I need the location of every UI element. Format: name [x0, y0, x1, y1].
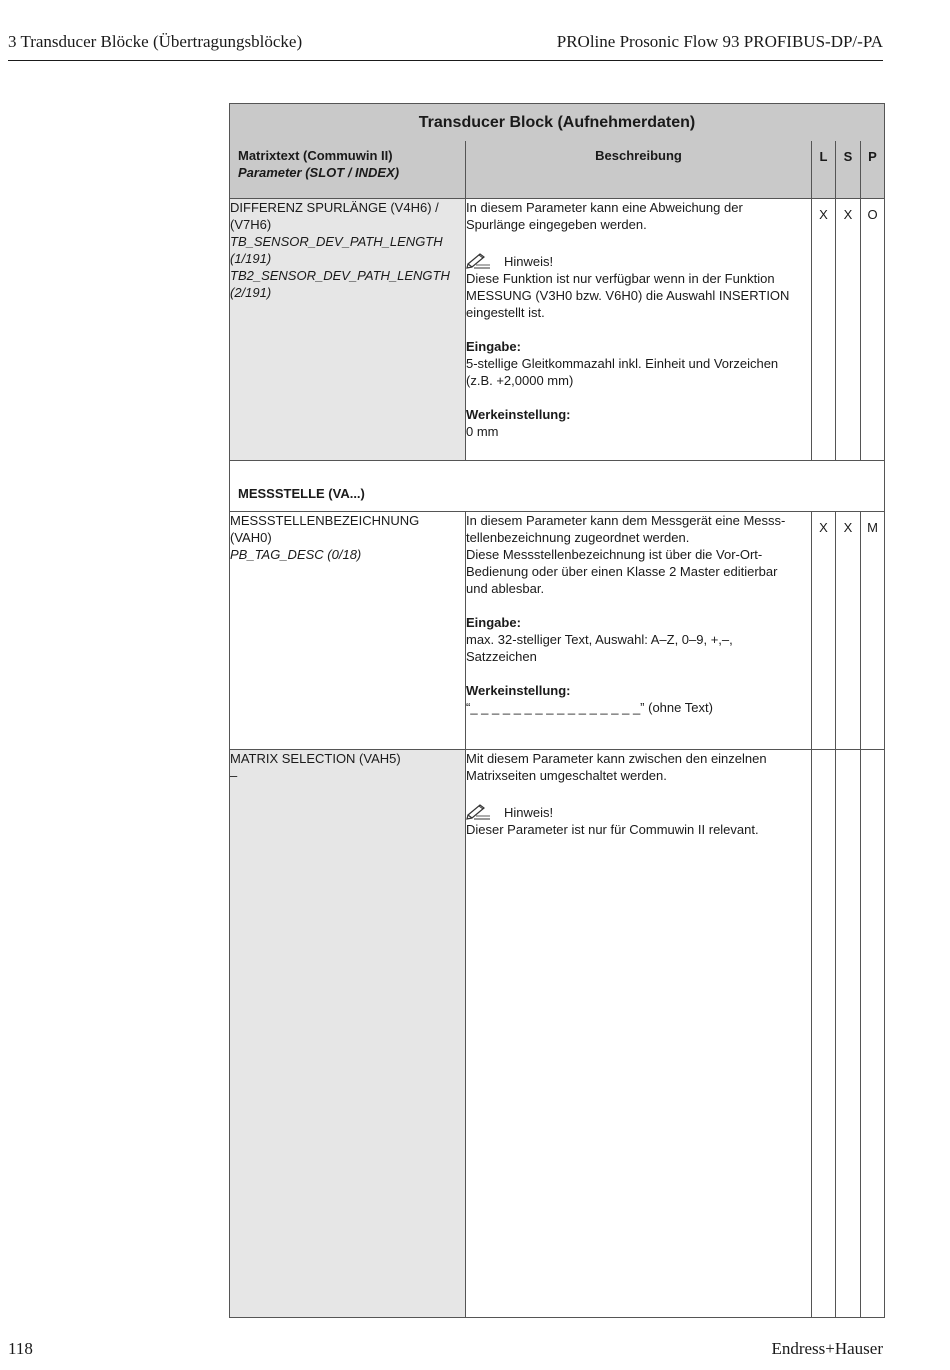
default-label: Werkeinstellung:	[466, 407, 571, 422]
hint-label: Hinweis!	[504, 805, 554, 820]
table-row	[230, 750, 885, 1318]
default-label: Werkeinstellung:	[466, 683, 571, 698]
section-title: MESSSTELLE (VA...)	[230, 461, 885, 512]
column-header-l: L	[812, 141, 836, 199]
column-header-description: Beschreibung	[466, 141, 812, 199]
parameter-name-cell: MATRIX SELECTION (VAH5) –	[230, 750, 466, 1318]
input-label: Eingabe:	[466, 615, 521, 630]
default-value: “_ _ _ _ _ _ _ _ _ _ _ _ _ _ _ _” (ohne Text)	[466, 700, 713, 715]
parameter-name-cell: MESSSTELLENBEZEICHNUNG (VAH0) PB_TAG_DESC (0/18)	[230, 512, 466, 750]
l-value: X	[812, 199, 836, 461]
hint	[466, 252, 811, 270]
p-value: O	[861, 199, 885, 461]
table-row	[230, 512, 885, 750]
input-label: Eingabe:	[466, 339, 521, 354]
page-header	[8, 30, 883, 61]
l-value	[812, 750, 836, 1318]
pencil-note-icon	[466, 803, 492, 821]
p-value	[861, 750, 885, 1318]
transducer-block-table	[229, 103, 885, 1318]
table-row	[230, 199, 885, 461]
p-value: M	[861, 512, 885, 750]
s-value	[836, 750, 861, 1318]
brand-name: Endress+Hauser	[771, 1339, 883, 1358]
table-header-row	[230, 141, 885, 199]
column-header-matrixtext: Matrixtext (Commuwin II) Parameter (SLOT / INDEX)	[230, 141, 466, 199]
parameter-name-cell: DIFFERENZ SPURLÄNGE (V4H6) / (V7H6) TB_SENSOR_DEV_PATH_LENGTH (1/191) TB2_SENSOR_DEV_PATH_LENGTH (2/191)	[230, 199, 466, 461]
column-header-p: P	[861, 141, 885, 199]
description-cell: In diesem Parameter kann eine Abweichung der Spurlänge eingegeben werden. Hinweis! Diese Funktion ist nur verfügbar wenn in der Funktion MESSUNG (V3H0 bzw. V6H0) die Auswahl INSERTION eingestellt ist. Eingabe: 5-stellige Gleitkommazahl inkl. Einheit und Vorzeichen (z.B. +2,0000 mm) Werkeinstellung: 0 mm	[466, 199, 812, 461]
hint	[466, 803, 811, 821]
s-value: X	[836, 199, 861, 461]
chapter-title: 3 Transducer Blöcke (Übertragungsblöcke)	[8, 32, 303, 51]
default-value: 0 mm	[466, 424, 499, 439]
document-title: PROline Prosonic Flow 93 PROFIBUS-DP/-PA	[556, 32, 883, 51]
column-header-s: S	[836, 141, 861, 199]
table-title: Transducer Block (Aufnehmerdaten)	[230, 104, 885, 142]
l-value: X	[812, 512, 836, 750]
page-number: 118	[8, 1339, 33, 1358]
description-cell: Mit diesem Parameter kann zwischen den einzelnen Matrixseiten umgeschaltet werden. Hinweis! Dieser Parameter ist nur für Commuwin II relevant.	[466, 750, 812, 1318]
s-value: X	[836, 512, 861, 750]
hint-label: Hinweis!	[504, 254, 554, 269]
pencil-note-icon	[466, 252, 492, 270]
description-cell: In diesem Parameter kann dem Messgerät eine Messs- tellenbezeichnung zugeordnet werden. Diese Messstellenbezeichnung ist über die Vor-Ort- Bedienung oder über einen Klasse 2 Master editierbar und ablesbar. Eingabe: max. 32-stelliger Text, Auswahl: A–Z, 0–9, +,–, Satzzeichen Werkeinstellung: “_ _ _ _ _ _ _ _ _ _ _ _ _ _ _ _” (ohne Text)	[466, 512, 812, 750]
section-row	[230, 461, 885, 512]
